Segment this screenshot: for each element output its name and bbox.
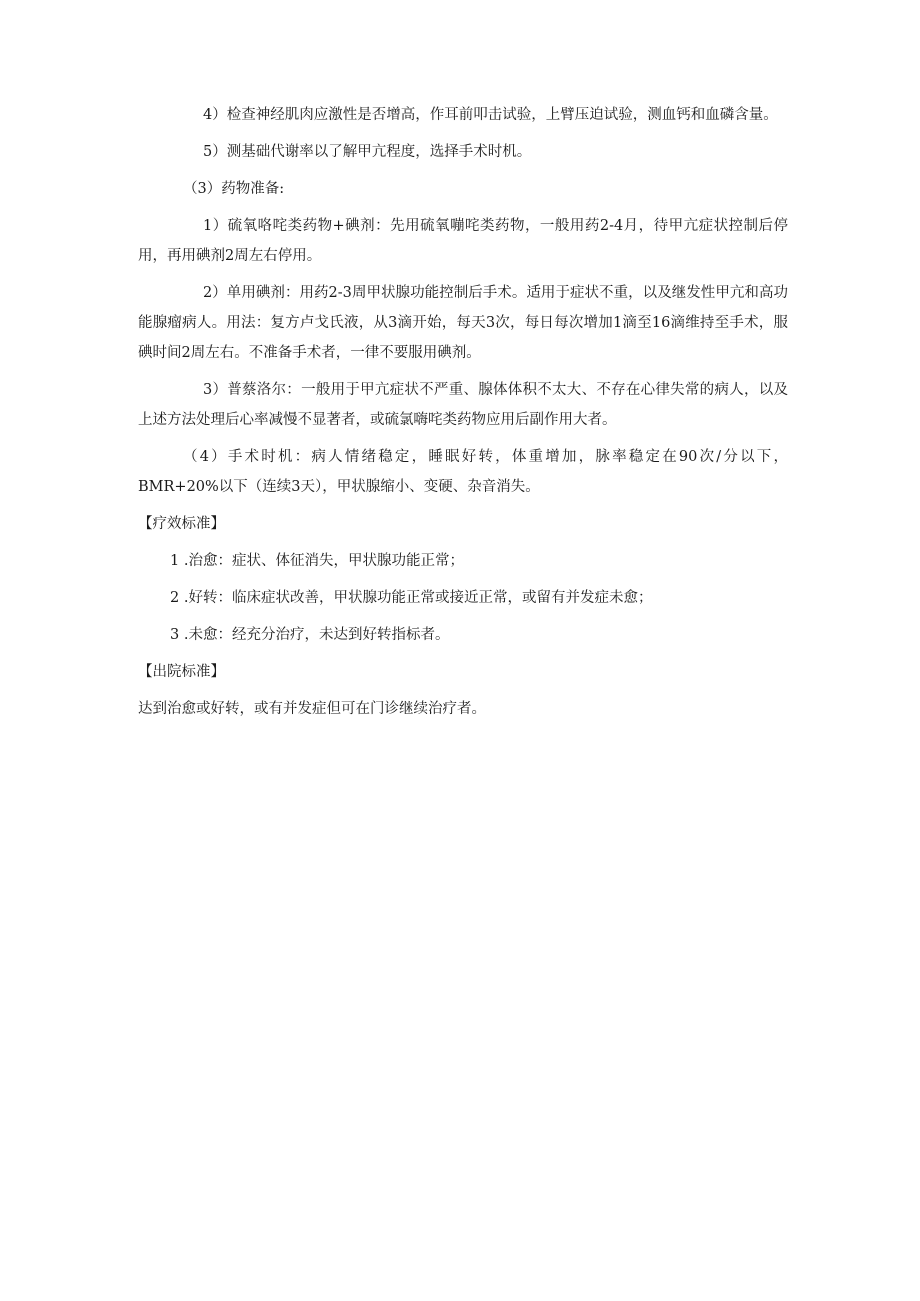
paragraph-propranolol: 3）普蔡洛尔：一般用于甲亢症状不严重、腺体体积不太大、不存在心律失常的病人，以及上述方法处理后心率减慢不显著者，或硫氯嗨咤类药物应用后副作用大者。	[138, 382, 788, 428]
paragraph-neuromuscular-test: 4）检查神经肌肉应激性是否增高，作耳前叩击试验，上臂压迫试验，测血钙和血磷含量。	[203, 107, 778, 123]
efficacy-item-cured: 1 .治愈：症状、体征消失，甲状腺功能正常；	[170, 553, 464, 569]
paragraph-iodine-only: 2）单用碘剂：用药2-3周甲状腺功能控制后手术。适用于症状不重，以及继发性甲亢和高功能腺瘤病人。用法：复方卢戈氏液，从3滴开始，每天3次，每日每次增加1滴至16滴维持至手术，服碘时间2周左右。不准备手术者，一律不要服用碘剂。	[138, 285, 788, 361]
discharge-text: 达到治愈或好转，或有并发症但可在门诊继续治疗者。	[138, 701, 486, 717]
document-body	[138, 100, 788, 731]
paragraph-thiouracil-iodine: 1）硫氧咯咤类药物+碘剂：先用硫氧嘣咤类药物，一般用药2-4月，待甲亢症状控制后停用，再用碘剂2周左右停用。	[138, 218, 788, 264]
discharge-heading: 【出院标准】	[138, 664, 225, 680]
paragraph-surgery-timing: （4）手术时机：病人情绪稳定，睡眠好转，体重增加，脉率稳定在90次/分以下，BMR+20%以下（连续3天），甲状腺缩小、变硬、杂音消失。	[138, 449, 788, 495]
section-drug-preparation: （3）药物准备:	[183, 181, 285, 197]
efficacy-item-improved: 2 .好转：临床症状改善，甲状腺功能正常或接近正常，或留有并发症未愈；	[170, 590, 653, 606]
efficacy-item-uncured: 3 .未愈：经充分治疗，未达到好转指标者。	[170, 627, 450, 643]
paragraph-bmr-test: 5）测基础代谢率以了解甲亢程度，选择手术时机。	[203, 144, 532, 160]
efficacy-heading: 【疗效标准】	[138, 516, 225, 532]
